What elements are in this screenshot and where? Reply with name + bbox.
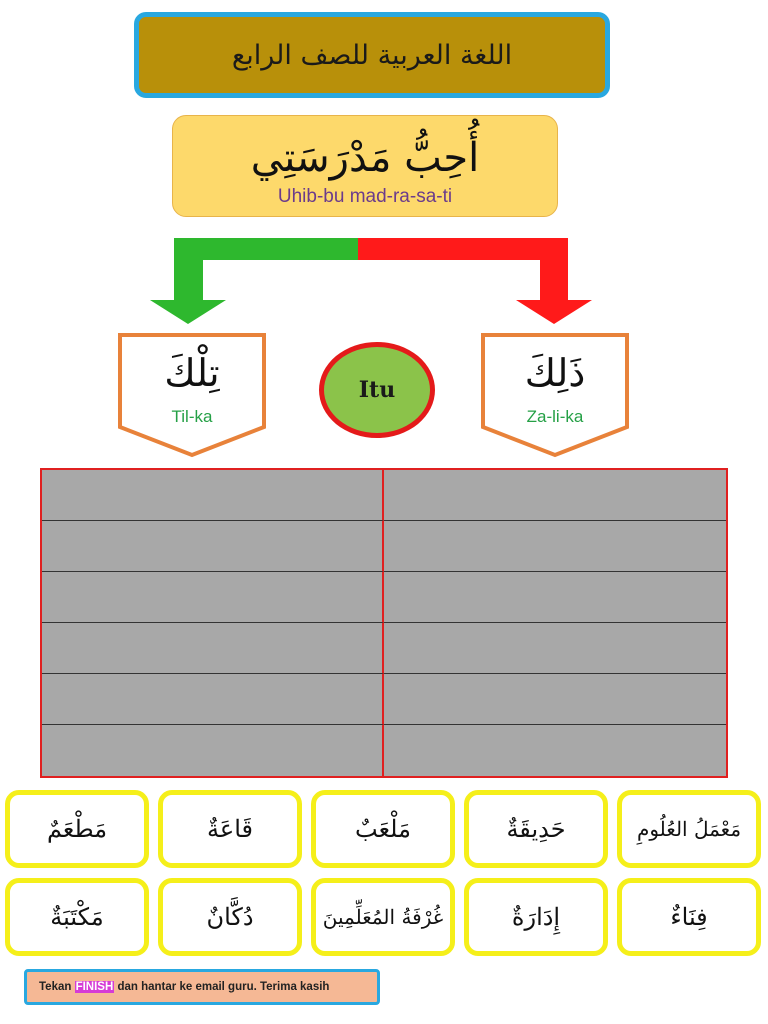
phrase-transliteration: Uhib-bu mad-ra-sa-ti <box>277 186 453 207</box>
phrase-box <box>172 115 558 217</box>
word-card[interactable]: دُكَّانٌ <box>158 878 302 956</box>
zalika-drop-slot-4[interactable] <box>384 623 726 674</box>
word-card[interactable]: مَلْعَبٌ <box>311 790 455 868</box>
green-arrow <box>150 238 358 324</box>
word-card[interactable]: إِدَارَةٌ <box>464 878 608 956</box>
finish-instruction <box>24 969 380 1005</box>
word-card[interactable]: مَطْعَمٌ <box>5 790 149 868</box>
tilka-arabic: تِلْكَ <box>164 351 220 395</box>
tilka-drop-slot-2[interactable] <box>42 521 384 572</box>
worksheet-title-box <box>134 12 610 98</box>
word-card[interactable]: مَعْمَلُ العُلُومِ <box>617 790 761 868</box>
tilka-drop-slot-3[interactable] <box>42 572 384 623</box>
tilka-drop-slot-5[interactable] <box>42 674 384 725</box>
tilka-drop-slot-4[interactable] <box>42 623 384 674</box>
zalika-drop-slot-5[interactable] <box>384 674 726 725</box>
footer-suffix: dan hantar ke email guru. Terima kasih <box>114 981 330 993</box>
zalika-card <box>481 333 629 459</box>
word-card[interactable]: قَاعَةٌ <box>158 790 302 868</box>
worksheet-title: اللغة العربية للصف الرابع <box>231 39 513 71</box>
tilka-drop-slot-1[interactable] <box>42 470 384 521</box>
zalika-arabic: ذَلِكَ <box>524 351 586 395</box>
tilka-drop-slot-6[interactable] <box>42 725 384 776</box>
finish-highlight: FINISH <box>75 981 114 993</box>
phrase-arabic: أُحِبُّ مَدْرَسَتِي <box>250 135 480 181</box>
zalika-drop-slot-6[interactable] <box>384 725 726 776</box>
red-arrow <box>358 238 592 324</box>
zalika-drop-slot-2[interactable] <box>384 521 726 572</box>
zalika-drop-slot-1[interactable] <box>384 470 726 521</box>
footer-prefix: Tekan <box>39 981 75 993</box>
zalika-transliteration: Za-li-ka <box>526 407 584 426</box>
word-card[interactable]: حَدِيقَةٌ <box>464 790 608 868</box>
tilka-transliteration: Til-ka <box>171 407 213 426</box>
word-card[interactable]: فِنَاءٌ <box>617 878 761 956</box>
word-card[interactable]: غُرْفَةُ المُعَلِّمِينَ <box>311 878 455 956</box>
word-card[interactable]: مَكْتَبَةٌ <box>5 878 149 956</box>
itu-label: Itu <box>358 377 396 403</box>
tilka-card <box>118 333 266 459</box>
itu-circle <box>319 342 435 438</box>
answer-grid <box>40 468 728 778</box>
zalika-drop-slot-3[interactable] <box>384 572 726 623</box>
